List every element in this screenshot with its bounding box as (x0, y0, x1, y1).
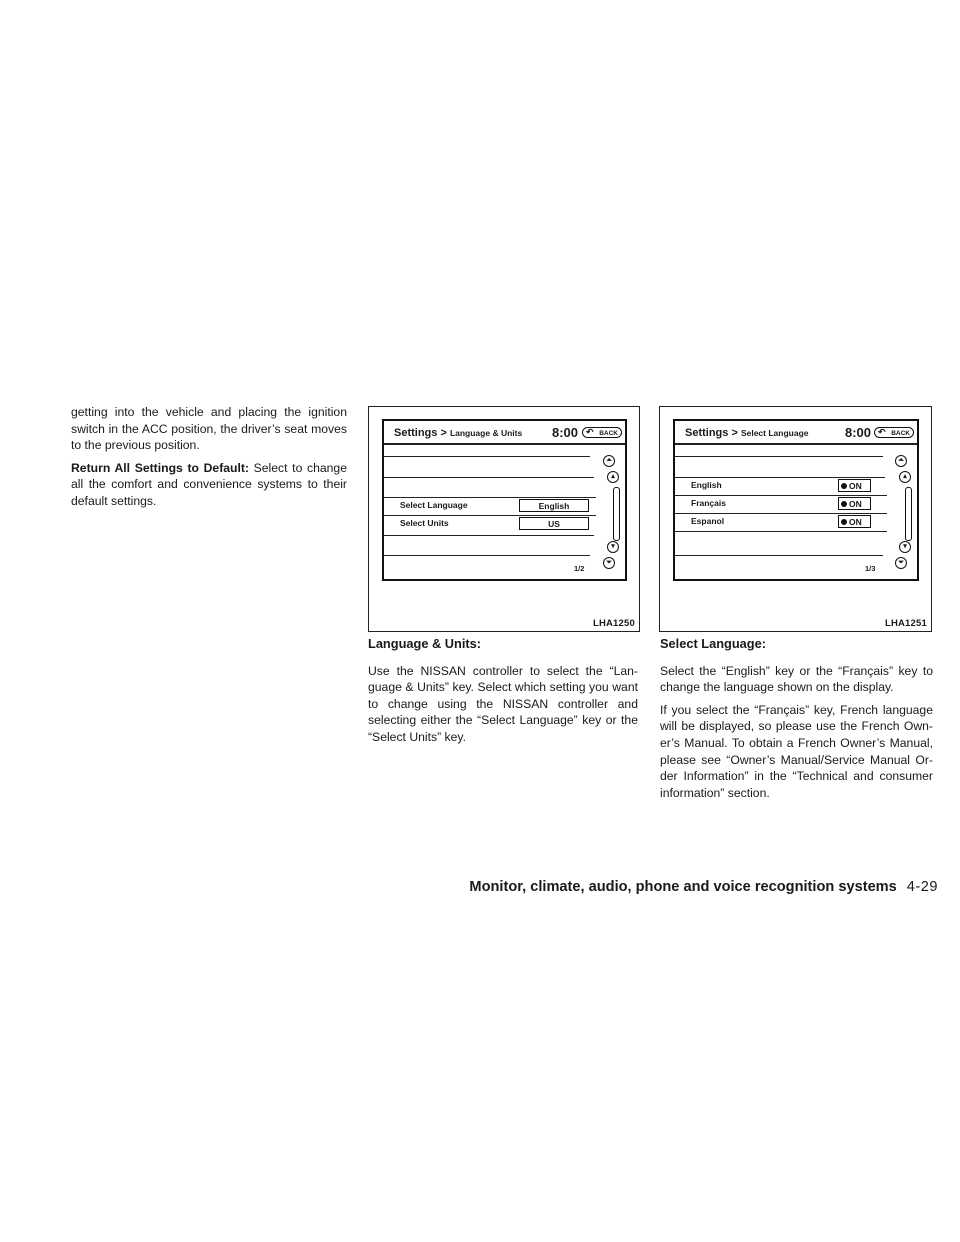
settings-label: Settings > (685, 427, 738, 439)
scroll-down-icon[interactable]: ▾ (899, 541, 911, 553)
row-line (384, 456, 590, 457)
page-number: 4-29 (906, 879, 938, 895)
row-line (384, 497, 596, 498)
page-footer (0, 879, 938, 895)
row-line (384, 555, 590, 556)
on-label: ON (849, 499, 862, 509)
paragraph: Select the “English” key or the “Français” key to change the language shown on the display. (660, 663, 933, 695)
header-divider (675, 443, 917, 445)
column-2 (368, 636, 638, 752)
back-arrow-icon: ↶ (878, 427, 886, 437)
row-line (675, 477, 885, 478)
back-arrow-icon: ↶ (586, 427, 594, 437)
row-line (384, 515, 596, 516)
english-label: English (691, 480, 722, 490)
radio-dot-icon (841, 519, 847, 525)
paragraph-return-defaults (71, 460, 347, 510)
column-3 (660, 636, 933, 807)
row-line (675, 555, 883, 556)
back-label: BACK (891, 430, 910, 437)
radio-dot-icon (841, 483, 847, 489)
row-line (675, 495, 887, 496)
display-screen (673, 419, 919, 581)
display-screen (382, 419, 627, 581)
scroll-top-icon[interactable]: ⏶ (895, 455, 907, 467)
back-button[interactable] (582, 427, 622, 438)
row-line (675, 456, 883, 457)
screen-subtitle: Language & Units (449, 428, 523, 438)
select-units-value[interactable]: US (519, 517, 589, 530)
section-heading: Select Language: (660, 636, 766, 651)
scroll-bottom-icon[interactable]: ⏷ (603, 557, 615, 569)
espanol-label: Espanol (691, 516, 725, 526)
header-divider (384, 443, 625, 445)
section-title: Monitor, climate, audio, phone and voice recognition systems (469, 879, 897, 895)
return-defaults-label: Return All Settings to Default: (71, 460, 249, 475)
figure-language-units (368, 406, 640, 632)
scroll-up-icon[interactable]: ▴ (899, 471, 911, 483)
column-1 (71, 404, 347, 516)
clock: 8:00 (552, 425, 579, 440)
scrollbar[interactable] (905, 487, 912, 541)
clock: 8:00 (845, 425, 872, 440)
select-language-label: Select Language (400, 500, 468, 510)
francais-label: Français (691, 498, 726, 508)
row-line (675, 531, 887, 532)
select-language-value[interactable]: English (519, 499, 589, 512)
paragraph: Use the NISSAN controller to select the “Lan-guage & Units” key. Select which setting you want to change using the NISSAN controller and selecting either the “Select Language” key or the “Select Units” key. (368, 663, 638, 744)
paragraph-continued: getting into the vehicle and placing the ignition switch in the ACC position, the driver’s seat moves to the previous position. (71, 405, 347, 453)
on-label: ON (849, 481, 862, 491)
screen-title (685, 427, 809, 439)
english-on-toggle[interactable] (838, 479, 871, 492)
section-heading: Language & Units: (368, 636, 482, 651)
scroll-top-icon[interactable]: ⏶ (603, 455, 615, 467)
row-line (675, 513, 887, 514)
scroll-down-icon[interactable]: ▾ (607, 541, 619, 553)
francais-on-toggle[interactable] (838, 497, 871, 510)
on-label: ON (849, 517, 862, 527)
settings-label: Settings > (394, 427, 447, 439)
scroll-up-icon[interactable]: ▴ (607, 471, 619, 483)
row-line (384, 535, 594, 536)
return-defaults-text: Select to change all the comfort and convenience systems to their default settings. (71, 460, 347, 508)
back-button[interactable] (874, 427, 914, 438)
figure-code: LHA1250 (592, 618, 635, 629)
scrollbar[interactable] (613, 487, 620, 541)
select-units-label: Select Units (400, 518, 449, 528)
back-label: BACK (599, 430, 618, 437)
page-indicator: 1/3 (865, 564, 876, 573)
screen-subtitle: Select Language (740, 428, 809, 438)
screen-title (394, 427, 522, 439)
radio-dot-icon (841, 501, 847, 507)
paragraph: If you select the “Français” key, French language will be displayed, so please use the French Own-er’s Manual. To obtain a French Owner’s Manual, please see “Owner’s Manual/Service Manual Or-der Information” in the “Technical and consumer information” section. (660, 702, 933, 800)
page-indicator: 1/2 (574, 564, 585, 573)
figure-select-language (659, 406, 932, 632)
scroll-bottom-icon[interactable]: ⏷ (895, 557, 907, 569)
espanol-on-toggle[interactable] (838, 515, 871, 528)
figure-code: LHA1251 (884, 618, 927, 629)
row-line (384, 477, 594, 478)
